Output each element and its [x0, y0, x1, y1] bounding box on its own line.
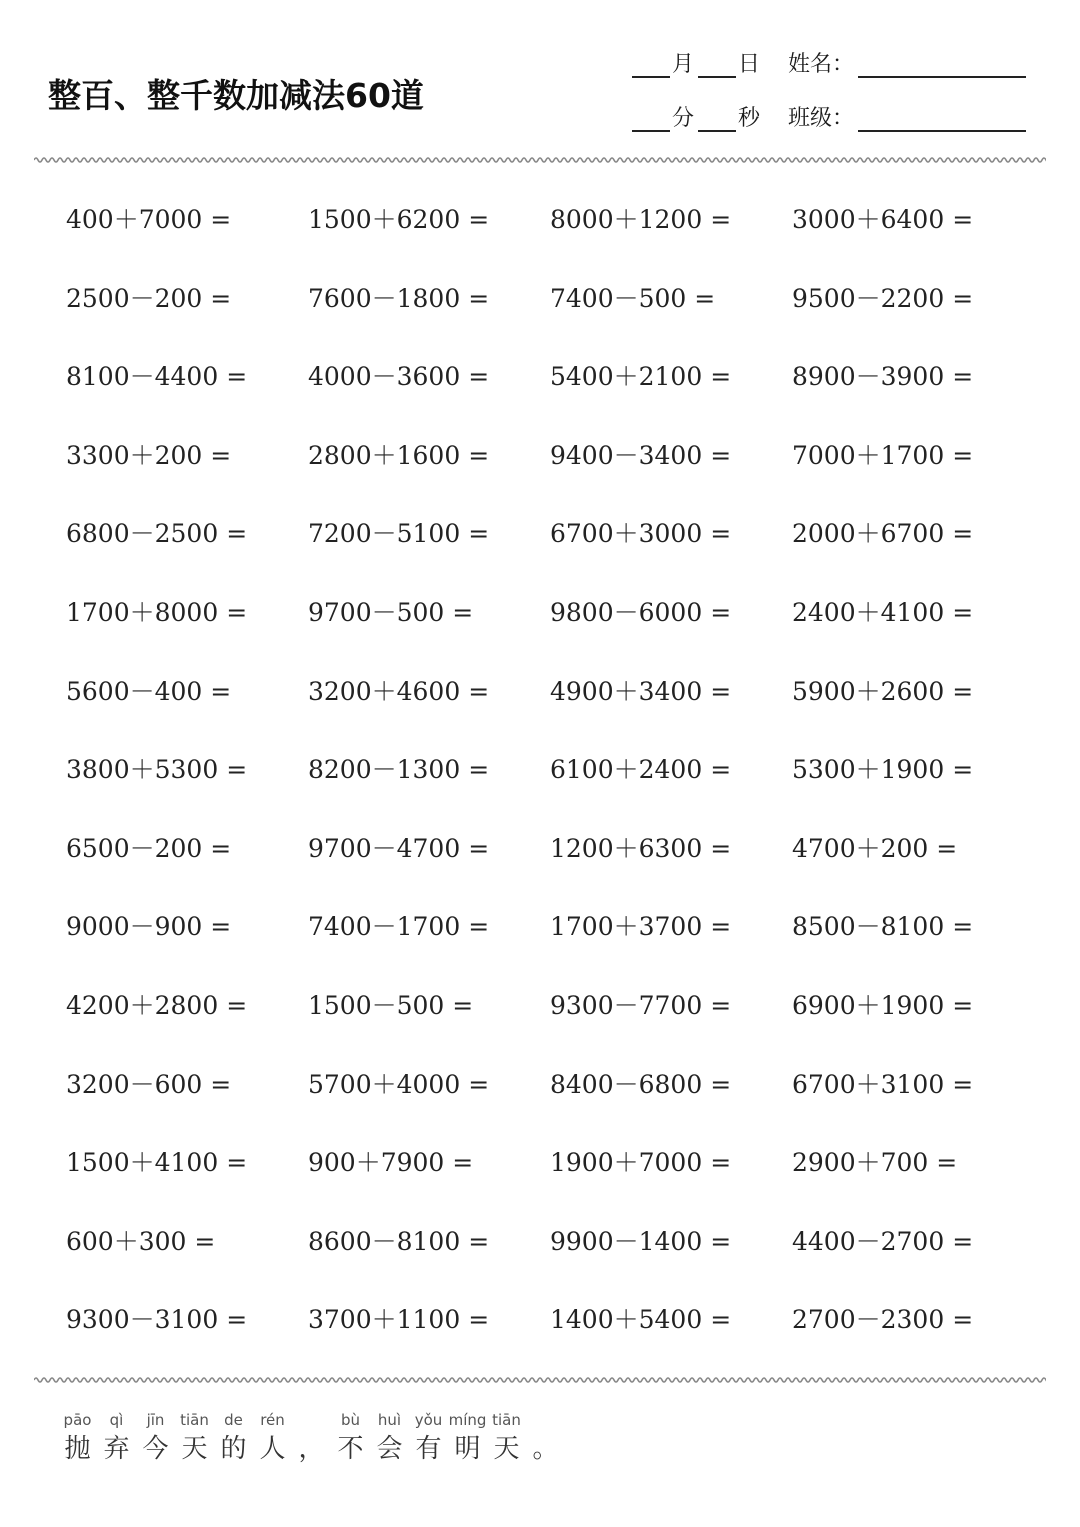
math-problem: 4700＋200 =	[792, 833, 958, 863]
math-problem: 1700＋8000 =	[66, 597, 248, 627]
math-problem: 2900＋700 =	[792, 1148, 958, 1178]
math-problem: 1400＋5400 =	[550, 1305, 732, 1335]
class-label: 班级：	[788, 106, 855, 131]
problem-grid	[66, 200, 1034, 1379]
math-problem: 600＋300 =	[66, 1226, 216, 1256]
math-problem: 4200＋2800 =	[66, 990, 248, 1020]
pinyin-syllable: jīn	[146, 1411, 165, 1429]
math-problem: 4900＋3400 =	[550, 676, 732, 706]
math-problem: 7600－1800 =	[308, 283, 490, 313]
math-problem: 3300＋200 =	[66, 440, 232, 470]
math-problem: 4400－2700 =	[792, 1226, 974, 1256]
math-problem: 7200－5100 =	[308, 519, 490, 549]
pinyin-syllable	[526, 1411, 565, 1429]
math-problem: 9500－2200 =	[792, 283, 974, 313]
math-problem: 5600－400 =	[66, 676, 232, 706]
math-problem: 3800＋5300 =	[66, 755, 248, 785]
class-blank[interactable]	[858, 106, 1026, 132]
pinyin-syllable: tiān	[180, 1411, 209, 1429]
motto-char: 抛	[64, 1434, 91, 1464]
pinyin-syllable: yǒu	[414, 1411, 443, 1429]
math-problem: 8100－4400 =	[66, 362, 248, 392]
math-problem: 9700－500 =	[308, 597, 474, 627]
math-problem: 9300－7700 =	[550, 990, 732, 1020]
math-problem: 2000＋6700 =	[792, 519, 974, 549]
minute-label: 分	[672, 106, 695, 131]
math-problem: 2500－200 =	[66, 283, 232, 313]
motto-text	[58, 1428, 565, 1465]
day-label: 日	[738, 52, 761, 77]
math-problem: 9800－6000 =	[550, 597, 732, 627]
day-blank[interactable]	[698, 52, 736, 78]
math-problem: 9300－3100 =	[66, 1305, 248, 1335]
motto-char: 明	[454, 1434, 481, 1464]
math-problem: 1500＋6200 =	[308, 205, 490, 234]
motto-char: 人	[259, 1434, 286, 1464]
math-problem: 1500＋4100 =	[66, 1148, 248, 1178]
motto-char: 不	[337, 1434, 364, 1464]
math-problem: 8400－6800 =	[550, 1069, 732, 1099]
math-problem: 3200＋4600 =	[308, 676, 490, 706]
month-blank[interactable]	[632, 52, 670, 78]
motto-char: 今	[142, 1434, 169, 1464]
math-problem: 9700－4700 =	[308, 833, 490, 863]
math-problem: 9400－3400 =	[550, 440, 732, 470]
minute-blank[interactable]	[632, 106, 670, 132]
pinyin-syllable: de	[224, 1411, 243, 1429]
math-problem: 2400＋4100 =	[792, 597, 974, 627]
math-problem: 6900＋1900 =	[792, 990, 974, 1020]
time-row	[632, 100, 1032, 132]
math-problem: 5300＋1900 =	[792, 755, 974, 785]
bottom-wavy-divider	[34, 1375, 1046, 1385]
math-problem: 8000＋1200 =	[550, 205, 732, 234]
math-problem: 6800－2500 =	[66, 519, 248, 549]
math-problem: 8500－8100 =	[792, 912, 974, 942]
motto-char: 。	[532, 1434, 559, 1464]
pinyin-syllable: qì	[109, 1411, 124, 1429]
math-problem: 9000－900 =	[66, 912, 232, 942]
math-problem: 6700＋3000 =	[550, 519, 732, 549]
month-label: 月	[672, 52, 695, 77]
math-problem: 5400＋2100 =	[550, 362, 732, 392]
math-problem: 4000－3600 =	[308, 362, 490, 392]
math-problem: 1200＋6300 =	[550, 833, 732, 863]
math-problem: 1900＋7000 =	[550, 1148, 732, 1178]
motto-char: 弃	[103, 1434, 130, 1464]
math-problem: 1700＋3700 =	[550, 912, 732, 942]
top-wavy-divider	[34, 155, 1046, 165]
motto-char: 天	[181, 1434, 208, 1464]
motto-char: ，	[298, 1434, 325, 1464]
pinyin-syllable: pāo	[63, 1411, 92, 1429]
math-problem: 7000＋1700 =	[792, 440, 974, 470]
motto-char: 的	[220, 1434, 247, 1464]
math-problem: 2800＋1600 =	[308, 440, 490, 470]
math-problem: 8900－3900 =	[792, 362, 974, 392]
motto-char: 会	[376, 1434, 403, 1464]
math-problem: 1500－500 =	[308, 990, 474, 1020]
math-problem: 9900－1400 =	[550, 1226, 732, 1256]
pinyin-syllable	[292, 1411, 331, 1429]
math-problem: 8200－1300 =	[308, 755, 490, 785]
math-problem: 5900＋2600 =	[792, 676, 974, 706]
math-problem: 5700＋4000 =	[308, 1069, 490, 1099]
pinyin-syllable: rén	[260, 1411, 285, 1429]
pinyin-syllable: tiān	[492, 1411, 521, 1429]
worksheet-title: 整百、整千数加减法60道	[48, 76, 424, 115]
math-problem: 6700＋3100 =	[792, 1069, 974, 1099]
math-problem: 400＋7000 =	[66, 205, 232, 234]
math-problem: 6100＋2400 =	[550, 755, 732, 785]
math-problem: 3000＋6400 =	[792, 205, 974, 234]
pinyin-syllable: míng	[448, 1411, 487, 1429]
pinyin-syllable: bù	[340, 1411, 361, 1429]
math-problem: 2700－2300 =	[792, 1305, 974, 1335]
motto-char: 有	[415, 1434, 442, 1464]
math-problem: 6500－200 =	[66, 833, 232, 863]
student-info	[632, 46, 1032, 154]
pinyin-syllable: huì	[377, 1411, 402, 1429]
second-label: 秒	[738, 106, 761, 131]
name-label: 姓名：	[788, 52, 855, 77]
second-blank[interactable]	[698, 106, 736, 132]
math-problem: 900＋7900 =	[308, 1148, 474, 1178]
math-problem: 7400－500 =	[550, 283, 716, 313]
name-blank[interactable]	[858, 52, 1026, 78]
math-problem: 3700＋1100 =	[308, 1305, 490, 1335]
date-row	[632, 46, 1032, 78]
math-problem: 8600－8100 =	[308, 1226, 490, 1256]
motto-pinyin	[58, 1411, 565, 1429]
motto-char: 天	[493, 1434, 520, 1464]
math-problem: 7400－1700 =	[308, 912, 490, 942]
math-problem: 3200－600 =	[66, 1069, 232, 1099]
